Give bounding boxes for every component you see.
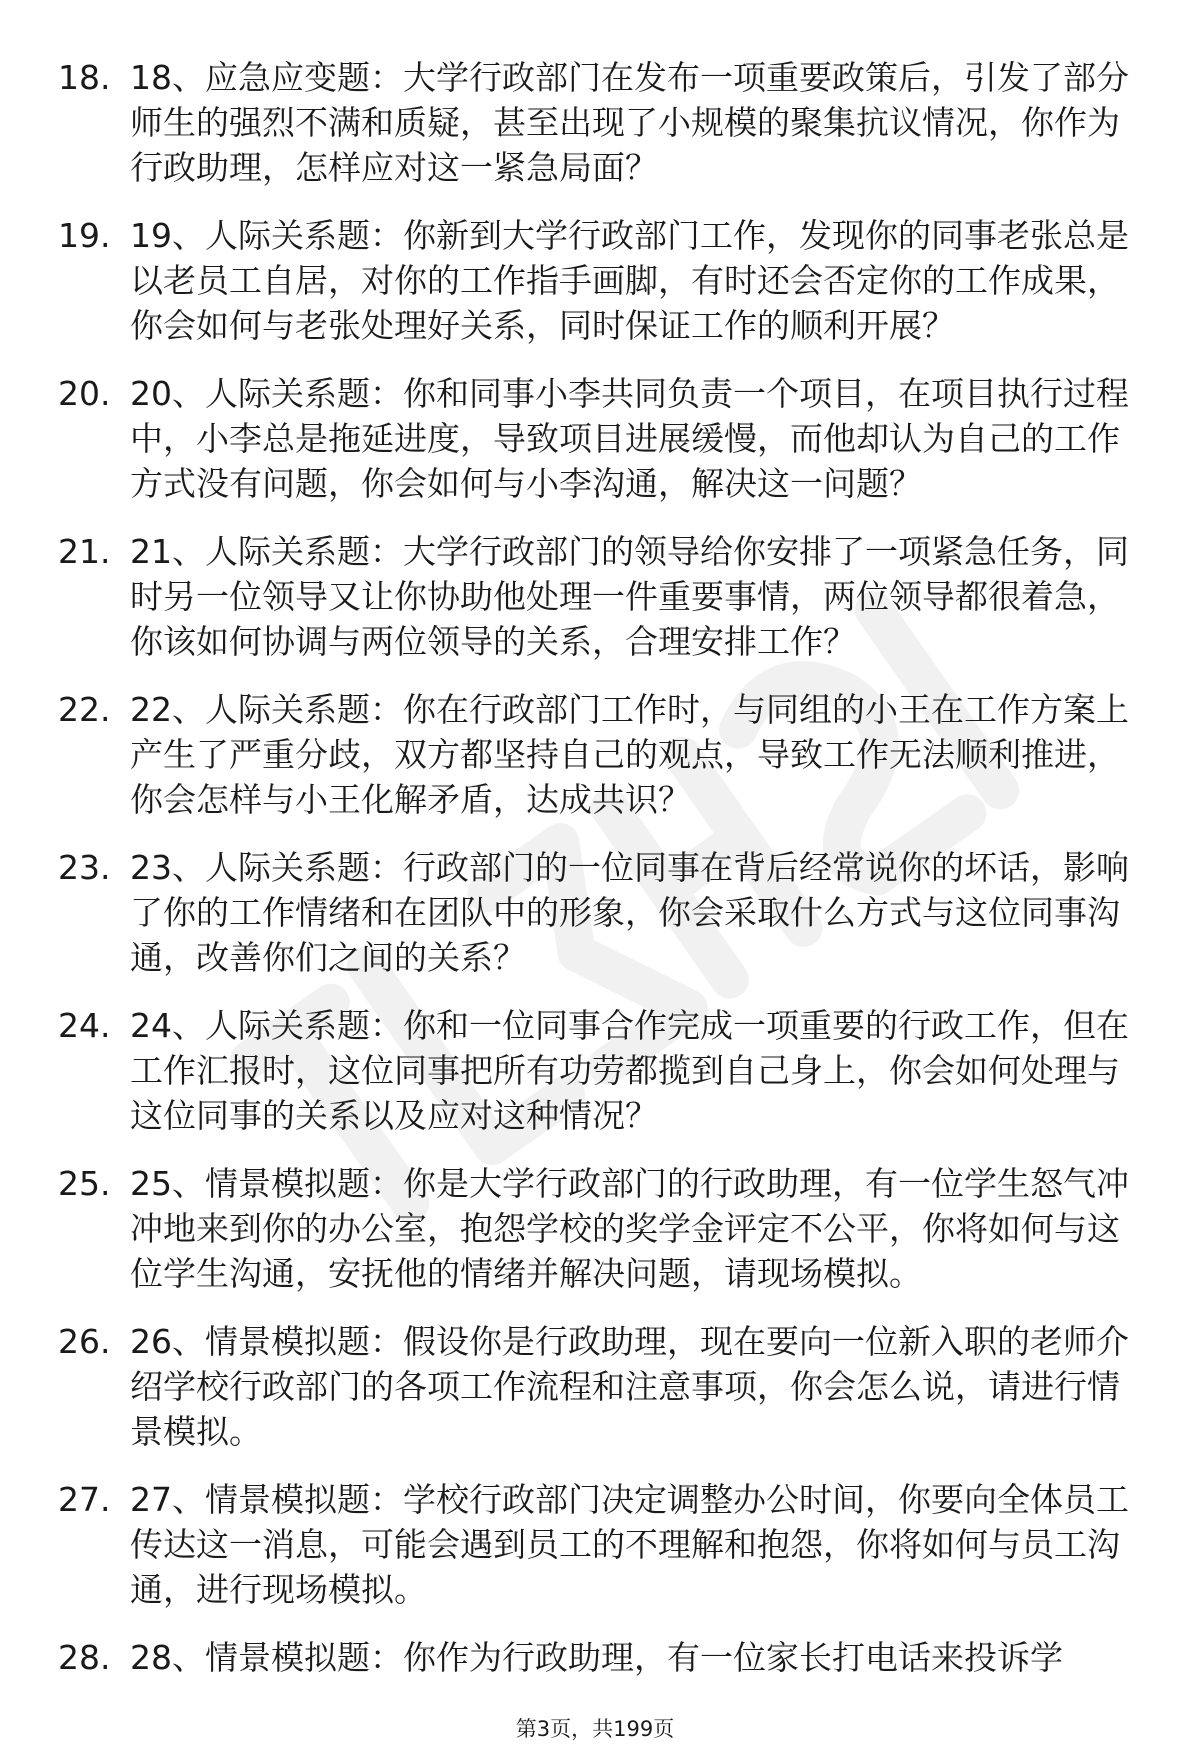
list-item [58, 845, 1158, 980]
question-number: 19. [58, 216, 111, 255]
list-item [58, 1161, 1158, 1296]
question-number: 27. [58, 1480, 111, 1519]
question-number: 23. [58, 848, 111, 887]
question-text: 23、人际关系题：行政部门的一位同事在背后经常说你的坏话，影响了你的工作情绪和在团队中的形象，你会采取什么方式与这位同事沟通，改善你们之间的关系？ [130, 848, 1129, 977]
question-text: 24、人际关系题：你和一位同事合作完成一项重要的行政工作，但在工作汇报时，这位同事把所有功劳都揽到自己身上，你会如何处理与这位同事的关系以及应对这种情况？ [130, 1006, 1129, 1135]
question-text: 27、情景模拟题：学校行政部门决定调整办公时间，你要向全体员工传达这一消息，可能会遇到员工的不理解和抱怨，你将如何与员工沟通，进行现场模拟。 [130, 1480, 1129, 1609]
question-text: 19、人际关系题：你新到大学行政部门工作，发现你的同事老张总是以老员工自居，对你的工作指手画脚，有时还会否定你的工作成果，你会如何与老张处理好关系，同时保证工作的顺利开展？ [130, 216, 1129, 345]
list-item [58, 529, 1158, 664]
question-number: 25. [58, 1164, 111, 1203]
question-number: 22. [58, 690, 111, 729]
list-item [58, 1319, 1158, 1454]
question-list [58, 55, 1158, 1703]
list-item [58, 1477, 1158, 1612]
list-item [58, 213, 1158, 348]
question-number: 24. [58, 1006, 111, 1045]
list-item [58, 687, 1158, 822]
question-text: 22、人际关系题：你在行政部门工作时，与同组的小王在工作方案上产生了严重分歧，双方都坚持自己的观点，导致工作无法顺利推进，你会怎样与小王化解矛盾，达成共识？ [130, 690, 1129, 819]
question-text: 28、情景模拟题：你作为行政助理，有一位家长打电话来投诉学 [130, 1638, 1063, 1677]
list-item [58, 371, 1158, 506]
question-number: 18. [58, 58, 111, 97]
question-text: 26、情景模拟题：假设你是行政助理，现在要向一位新入职的老师介绍学校行政部门的各项工作流程和注意事项，你会怎么说，请进行情景模拟。 [130, 1322, 1129, 1451]
question-number: 26. [58, 1322, 111, 1361]
question-number: 28. [58, 1638, 111, 1677]
list-item [58, 1635, 1158, 1680]
page-number-label: 第3页，共199页 [515, 1717, 675, 1741]
list-item [58, 1003, 1158, 1138]
question-text: 18、应急应变题：大学行政部门在发布一项重要政策后，引发了部分师生的强烈不满和质疑，甚至出现了小规模的聚集抗议情况，你作为行政助理，怎样应对这一紧急局面？ [130, 58, 1129, 187]
question-text: 25、情景模拟题：你是大学行政部门的行政助理，有一位学生怒气冲冲地来到你的办公室，抱怨学校的奖学金评定不公平，你将如何与这位学生沟通，安抚他的情绪并解决问题，请现场模拟。 [130, 1164, 1129, 1293]
page-footer [0, 1715, 1190, 1743]
question-number: 20. [58, 374, 111, 413]
list-item [58, 55, 1158, 190]
question-text: 21、人际关系题：大学行政部门的领导给你安排了一项紧急任务，同时另一位领导又让你协助他处理一件重要事情，两位领导都很着急，你该如何协调与两位领导的关系，合理安排工作？ [130, 532, 1129, 661]
question-number: 21. [58, 532, 111, 571]
question-text: 20、人际关系题：你和同事小李共同负责一个项目，在项目执行过程中，小李总是拖延进度，导致项目进展缓慢，而他却认为自己的工作方式没有问题，你会如何与小李沟通，解决这一问题？ [130, 374, 1129, 503]
